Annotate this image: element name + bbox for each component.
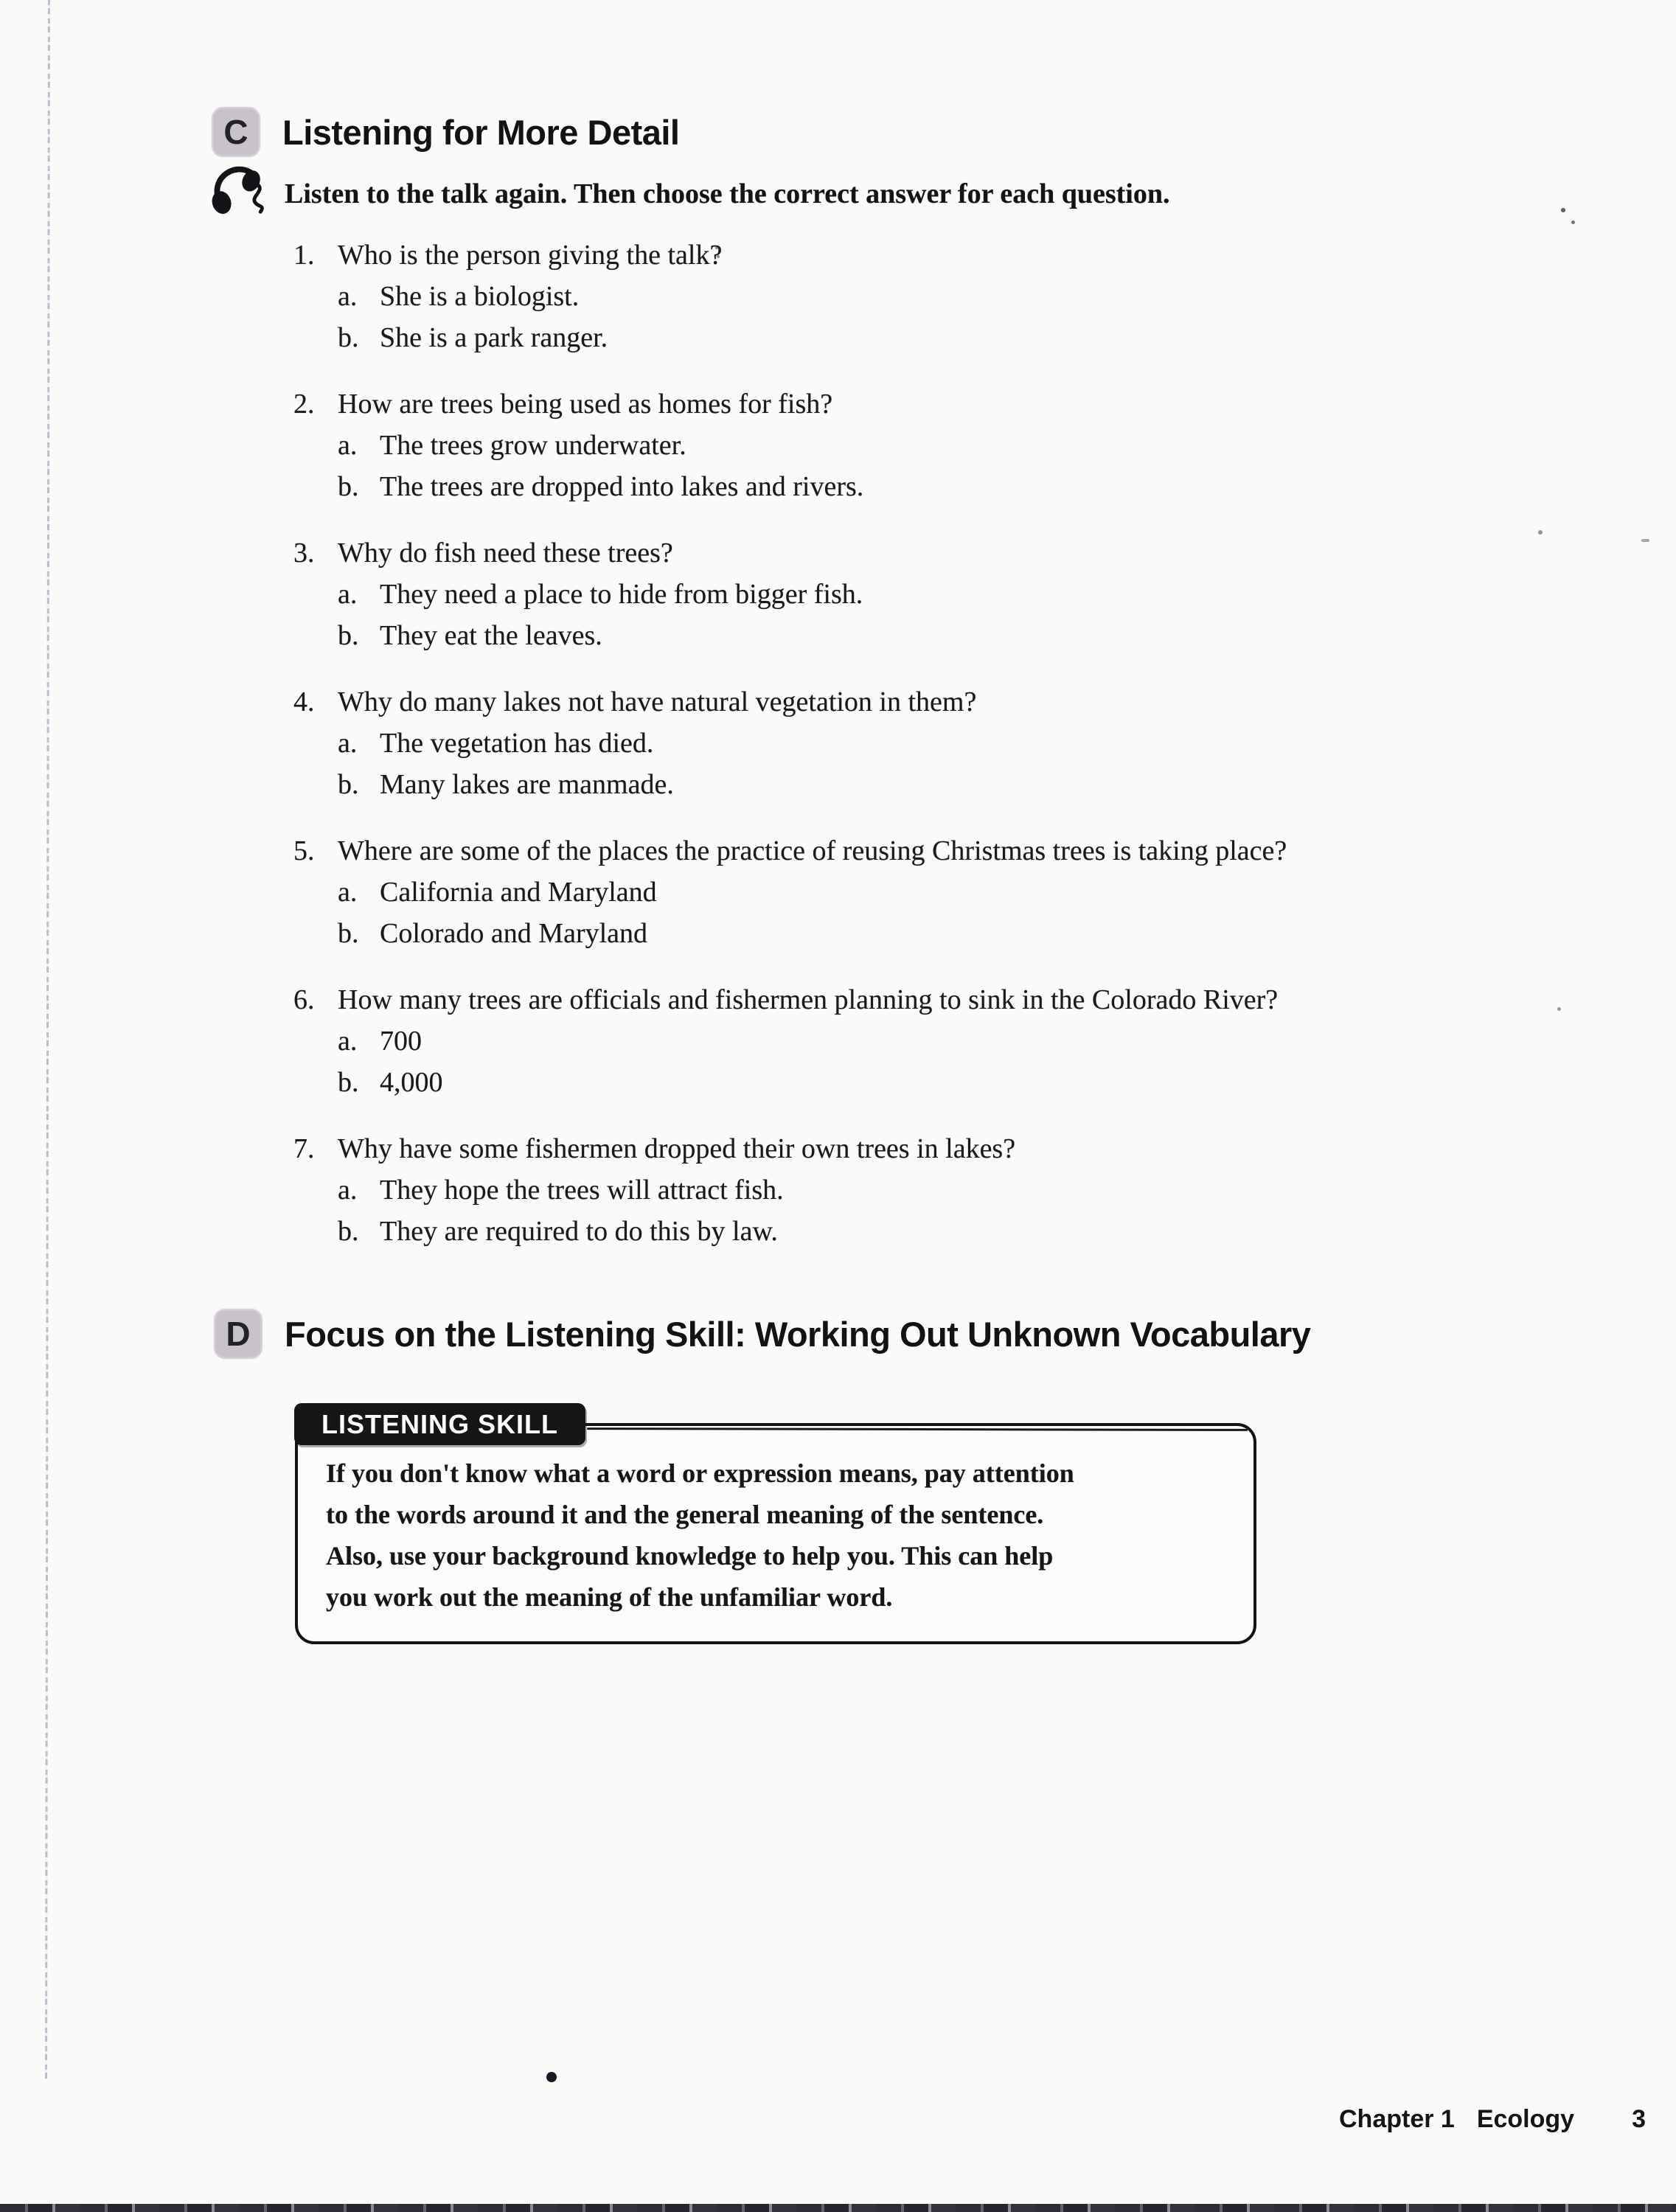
skill-text-line: to the words around it and the general meaning of the sentence.	[326, 1500, 1044, 1529]
answer-option	[338, 615, 1287, 656]
skill-text-line: you work out the meaning of the unfamiliar word.	[326, 1582, 893, 1612]
question-text: Why do fish need these trees?	[338, 538, 673, 568]
question-number: 5.	[293, 835, 315, 866]
option-letter: a.	[338, 579, 358, 610]
question-text: How are trees being used as homes for fish?	[338, 389, 833, 420]
question-line	[293, 1128, 1287, 1169]
question-line	[293, 383, 1287, 425]
question-item	[293, 1128, 1287, 1252]
question-number: 2.	[293, 389, 315, 420]
section-c-instruction: Listen to the talk again. Then choose the correct answer for each question.	[285, 178, 1170, 209]
option-letter: b.	[338, 918, 359, 949]
option-text: They are required to do this by law.	[380, 1216, 778, 1247]
question-line	[293, 234, 1287, 276]
answer-option	[338, 723, 1287, 764]
option-letter: b.	[338, 322, 359, 353]
option-text: She is a biologist.	[380, 281, 580, 312]
question-item	[293, 681, 1287, 805]
question-line	[293, 979, 1287, 1020]
scan-bottom-line	[0, 2204, 1676, 2212]
question-options	[338, 1169, 1287, 1252]
listening-skill-box	[295, 1408, 1256, 1644]
option-text: She is a park ranger.	[380, 322, 608, 353]
skill-text-line: If you don't know what a word or expression means, pay attention	[326, 1458, 1074, 1488]
option-letter: b.	[338, 769, 359, 800]
option-text: 4,000	[380, 1067, 443, 1098]
section-c-badge: C	[214, 109, 258, 155]
question-options	[338, 872, 1287, 954]
option-letter: a.	[338, 281, 358, 312]
section-d-badge: D	[216, 1311, 260, 1357]
answer-option	[338, 1020, 1287, 1062]
option-letter: b.	[338, 1216, 359, 1247]
answer-option	[338, 317, 1287, 358]
answer-option	[338, 425, 1287, 466]
question-text: Who is the person giving the talk?	[338, 240, 723, 271]
section-d-title: Focus on the Listening Skill: Working Out Unknown Vocabulary	[285, 1314, 1311, 1354]
question-options	[338, 574, 1287, 656]
option-letter: a.	[338, 430, 358, 461]
question-number: 1.	[293, 240, 315, 271]
scan-speck	[1641, 539, 1649, 542]
answer-option	[338, 276, 1287, 317]
answer-option	[338, 1211, 1287, 1252]
option-text: They eat the leaves.	[380, 620, 602, 651]
option-letter: a.	[338, 1175, 358, 1206]
answer-option	[338, 1062, 1287, 1103]
option-text: Many lakes are manmade.	[380, 769, 674, 800]
footer-section: Ecology	[1476, 2105, 1575, 2133]
skill-box-ridge	[587, 1427, 1248, 1431]
option-letter: a.	[338, 1026, 358, 1057]
questions-list	[293, 234, 1287, 1277]
question-text: Where are some of the places the practice of reusing Christmas trees is taking place?	[338, 835, 1287, 866]
scan-speck	[546, 2072, 557, 2082]
section-c-title: Listening for More Detail	[282, 112, 680, 152]
question-options	[338, 425, 1287, 507]
section-c-header	[214, 109, 680, 155]
option-letter: a.	[338, 728, 358, 759]
answer-option	[338, 574, 1287, 615]
footer-chapter: Chapter 1	[1339, 2105, 1455, 2133]
question-number: 7.	[293, 1133, 315, 1164]
option-text: 700	[380, 1026, 422, 1057]
option-text: The vegetation has died.	[380, 728, 654, 759]
question-text: Why have some fishermen dropped their own trees in lakes?	[338, 1133, 1016, 1164]
answer-option	[338, 913, 1287, 954]
scan-speck	[1557, 1007, 1561, 1011]
option-text: California and Maryland	[380, 877, 657, 908]
answer-option	[338, 872, 1287, 913]
question-options	[338, 276, 1287, 358]
option-text: The trees grow underwater.	[380, 430, 686, 461]
scan-fold-line	[45, 0, 50, 2079]
option-text: The trees are dropped into lakes and rivers.	[380, 471, 864, 502]
option-letter: a.	[338, 877, 358, 908]
option-text: They need a place to hide from bigger fish.	[380, 579, 863, 610]
question-line	[293, 532, 1287, 574]
footer-page-number: 3	[1632, 2105, 1646, 2133]
option-letter: b.	[338, 620, 359, 651]
question-item	[293, 830, 1287, 954]
answer-option	[338, 466, 1287, 507]
listening-skill-text	[326, 1453, 1223, 1618]
question-item	[293, 532, 1287, 656]
question-item	[293, 383, 1287, 507]
skill-text-line: Also, use your background knowledge to help you. This can help	[326, 1541, 1054, 1571]
listening-skill-label: LISTENING SKILL	[294, 1403, 585, 1445]
question-item	[293, 234, 1287, 358]
option-letter: b.	[338, 1067, 359, 1098]
page-footer	[1339, 2105, 1646, 2134]
question-text: Why do many lakes not have natural vegetation in them?	[338, 686, 977, 717]
scan-speck	[1561, 208, 1565, 212]
question-item	[293, 979, 1287, 1103]
question-number: 6.	[293, 984, 315, 1015]
scan-speck	[1571, 220, 1575, 224]
question-number: 4.	[293, 686, 315, 717]
section-c-instruction-row	[209, 162, 1169, 225]
answer-option	[338, 1169, 1287, 1211]
option-text: They hope the trees will attract fish.	[380, 1175, 784, 1206]
question-number: 3.	[293, 538, 315, 568]
question-options	[338, 1020, 1287, 1103]
option-text: Colorado and Maryland	[380, 918, 648, 949]
headphones-icon	[209, 162, 267, 225]
question-text: How many trees are officials and fishermen planning to sink in the Colorado River?	[338, 984, 1279, 1015]
section-d-header	[216, 1311, 1310, 1357]
question-line	[293, 681, 1287, 723]
question-options	[338, 723, 1287, 805]
answer-option	[338, 764, 1287, 805]
scan-speck	[1538, 530, 1543, 535]
option-letter: b.	[338, 471, 359, 502]
question-line	[293, 830, 1287, 872]
